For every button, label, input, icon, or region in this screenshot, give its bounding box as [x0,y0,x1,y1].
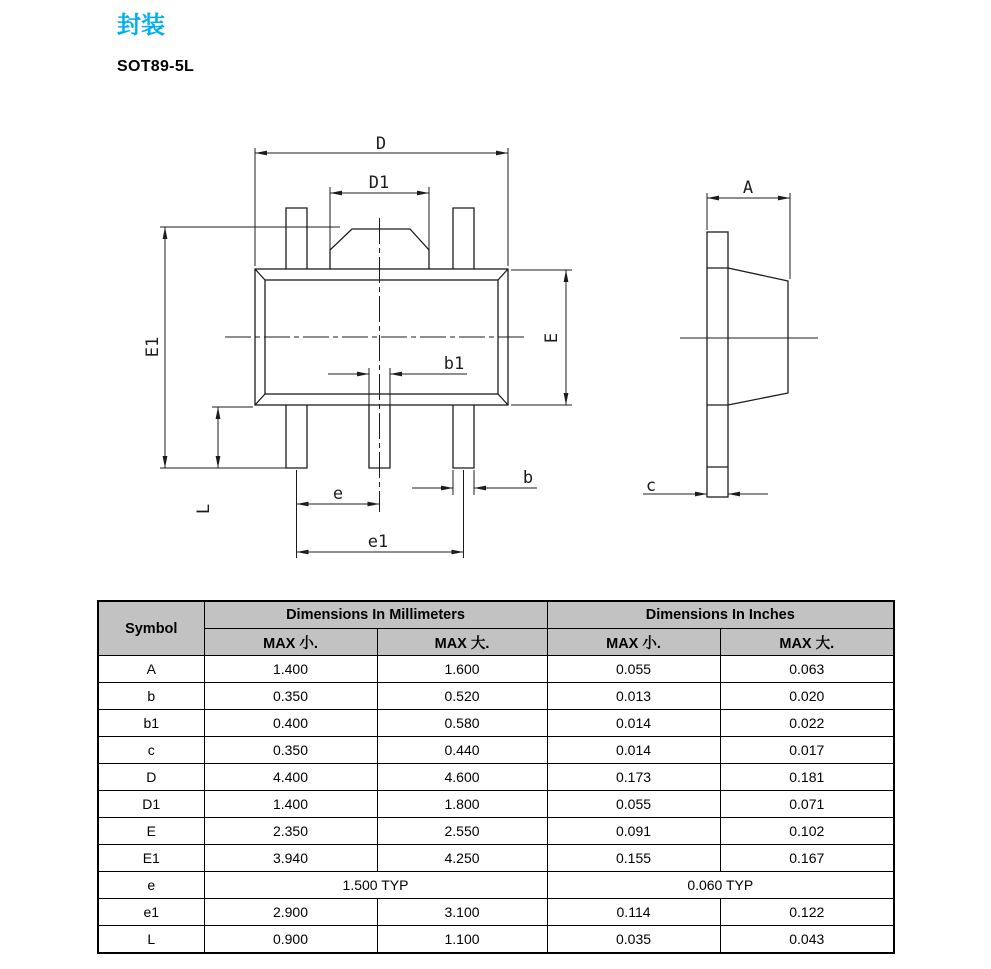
cell-mm-max: 2.550 [377,818,547,845]
side-view [707,232,788,497]
cell-in-min: 0.114 [547,899,720,926]
front-view [255,208,508,468]
cell-mm-min: 0.900 [204,926,377,954]
cell-symbol: b1 [98,710,204,737]
table-row [98,683,894,710]
label-L: L [194,503,214,515]
cell-in-min: 0.155 [547,845,720,872]
front-view-dimensions [160,148,572,558]
cell-in-typ: 0.060 TYP [547,872,894,899]
cell-in-min: 0.014 [547,710,720,737]
cell-in-max: 0.020 [720,683,894,710]
header-in-max: MAX 大. [720,629,894,656]
table-row [98,899,894,926]
cell-mm-max: 4.250 [377,845,547,872]
cell-symbol: A [98,656,204,683]
header-in-min: MAX 小. [547,629,720,656]
table-header-row-minmax [98,629,894,656]
table-row [98,818,894,845]
cell-symbol: e1 [98,899,204,926]
package-name: SOT89-5L [117,58,195,75]
cell-symbol: L [98,926,204,954]
label-E1: E1 [143,336,163,358]
cell-in-max: 0.167 [720,845,894,872]
lead-frame-strip [707,232,728,497]
side-body-profile [728,268,788,405]
cell-mm-min: 2.900 [204,899,377,926]
label-D: D [375,134,387,154]
cell-in-min: 0.013 [547,683,720,710]
cell-symbol: E [98,818,204,845]
header-symbol: Symbol [98,601,204,656]
cell-symbol: c [98,737,204,764]
bottom-pin-right [453,405,474,468]
cell-in-min: 0.055 [547,791,720,818]
top-pin-left [286,208,307,269]
cell-mm-max: 1.600 [377,656,547,683]
side-view-dimensions [643,193,790,494]
cell-in-min: 0.055 [547,656,720,683]
cell-in-min: 0.091 [547,818,720,845]
header-mm-min: MAX 小. [204,629,377,656]
cell-in-max: 0.022 [720,710,894,737]
header-mm-max: MAX 大. [377,629,547,656]
top-pin-right [453,208,474,269]
dimension-labels [143,134,753,552]
table-row [98,710,894,737]
cell-symbol: D [98,764,204,791]
cell-in-max: 0.071 [720,791,894,818]
cell-mm-max: 0.520 [377,683,547,710]
cell-in-max: 0.102 [720,818,894,845]
header-inch-group: Dimensions In Inches [547,601,894,629]
cell-in-max: 0.181 [720,764,894,791]
cell-mm-min: 3.940 [204,845,377,872]
label-A: A [742,178,754,198]
cell-mm-max: 1.100 [377,926,547,954]
cell-in-max: 0.122 [720,899,894,926]
dimensions-table [97,600,895,954]
bottom-pin-left [286,405,307,468]
label-e: e [332,484,344,504]
table-row [98,656,894,683]
cell-in-max: 0.043 [720,926,894,954]
cell-mm-max: 0.580 [377,710,547,737]
label-D1: D1 [368,173,390,193]
cell-mm-max: 1.800 [377,791,547,818]
table-header-row-groups [98,601,894,629]
label-e1: e1 [367,532,389,552]
cell-in-min: 0.035 [547,926,720,954]
cell-symbol: E1 [98,845,204,872]
cell-mm-min: 1.400 [204,791,377,818]
label-E: E [542,332,562,344]
cell-mm-min: 2.350 [204,818,377,845]
cell-mm-max: 0.440 [377,737,547,764]
label-b: b [522,468,534,488]
table-row [98,764,894,791]
cell-mm-min: 0.400 [204,710,377,737]
label-b1: b1 [443,354,465,374]
table-row [98,737,894,764]
cell-mm-max: 3.100 [377,899,547,926]
cell-mm-min: 4.400 [204,764,377,791]
cell-mm-min: 0.350 [204,683,377,710]
cell-mm-max: 4.600 [377,764,547,791]
cell-mm-typ: 1.500 TYP [204,872,547,899]
page-title: 封装 [117,12,165,39]
label-c: c [645,476,657,496]
cell-in-max: 0.017 [720,737,894,764]
table-row [98,845,894,872]
header-mm-group: Dimensions In Millimeters [204,601,547,629]
table-row [98,926,894,954]
table-row [98,791,894,818]
cell-in-min: 0.173 [547,764,720,791]
cell-symbol: b [98,683,204,710]
cell-in-max: 0.063 [720,656,894,683]
cell-mm-min: 1.400 [204,656,377,683]
cell-symbol: D1 [98,791,204,818]
table-row-typ [98,872,894,899]
cell-mm-min: 0.350 [204,737,377,764]
cell-in-min: 0.014 [547,737,720,764]
cell-symbol: e [98,872,204,899]
